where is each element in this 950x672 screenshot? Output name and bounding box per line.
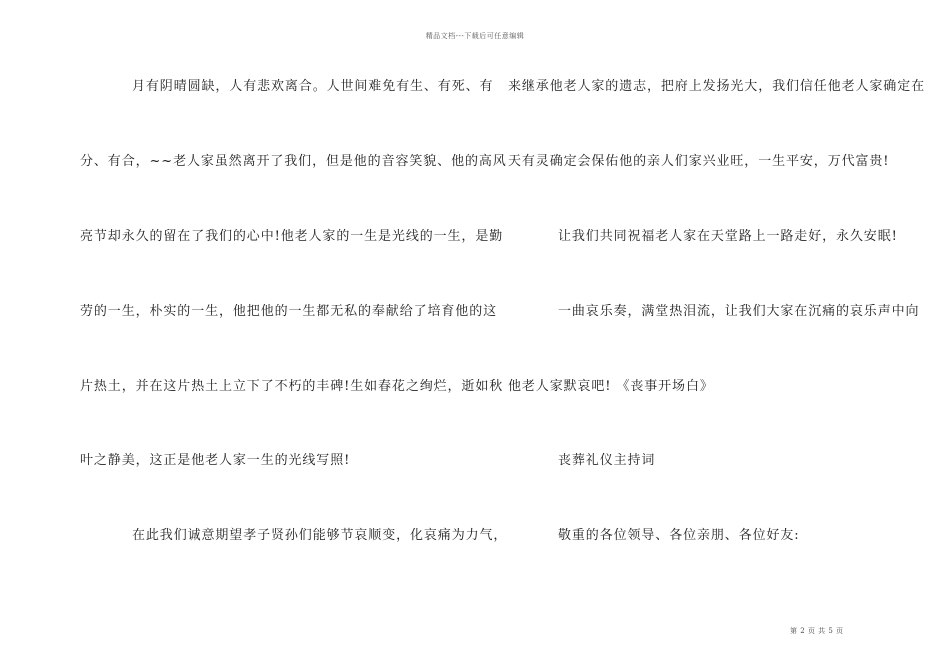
left-line-6: 叶之静美，这正是他老人家一生的光线写照! — [80, 453, 351, 468]
right-line-2: 天有灵确定会保佑他的亲人们家兴业旺，一生平安，万代富贵! — [508, 154, 890, 169]
page-header: 精品文档---下载后可任意编辑 — [425, 32, 525, 40]
right-line-4: 一曲哀乐奏，满堂热泪流，让我们大家在沉痛的哀乐声中向 — [558, 304, 920, 319]
left-line-5: 片热土，并在这片热土上立下了不朽的丰碑!生如春花之绚烂，逝如秋 — [80, 379, 504, 394]
left-line-1: 月有阴晴圆缺，人有悲欢离合。人世间难免有生、有死、有 — [132, 79, 494, 94]
right-line-6: 丧葬礼仪主持词 — [558, 453, 656, 468]
right-line-7: 敬重的各位领导、各位亲朋、各位好友: — [558, 528, 800, 543]
left-line-2: 分、有合，~~老人家虽然离开了我们，但是他的音容笑貌、他的高风 — [80, 154, 507, 169]
left-line-7: 在此我们诚意期望孝子贤孙们能够节哀顺变，化哀痛为力气， — [132, 528, 508, 543]
right-line-3: 让我们共同祝福老人家在天堂路上一路走好，永久安眠! — [558, 229, 898, 244]
left-line-4: 劳的一生，朴实的一生，他把他的一生都无私的奉献给了培育他的这 — [80, 304, 498, 319]
right-line-5: 他老人家默哀吧! 《丧事开场白》 — [508, 379, 714, 394]
right-line-1: 来继承他老人家的遗志，把府上发扬光大，我们信任他老人家确定在 — [508, 79, 926, 94]
left-line-3: 亮节却永久的留在了我们的心中!他老人家的一生是光线的一生，是勤 — [80, 229, 504, 244]
page-number: 第 2 页 共 5 页 — [790, 627, 844, 635]
